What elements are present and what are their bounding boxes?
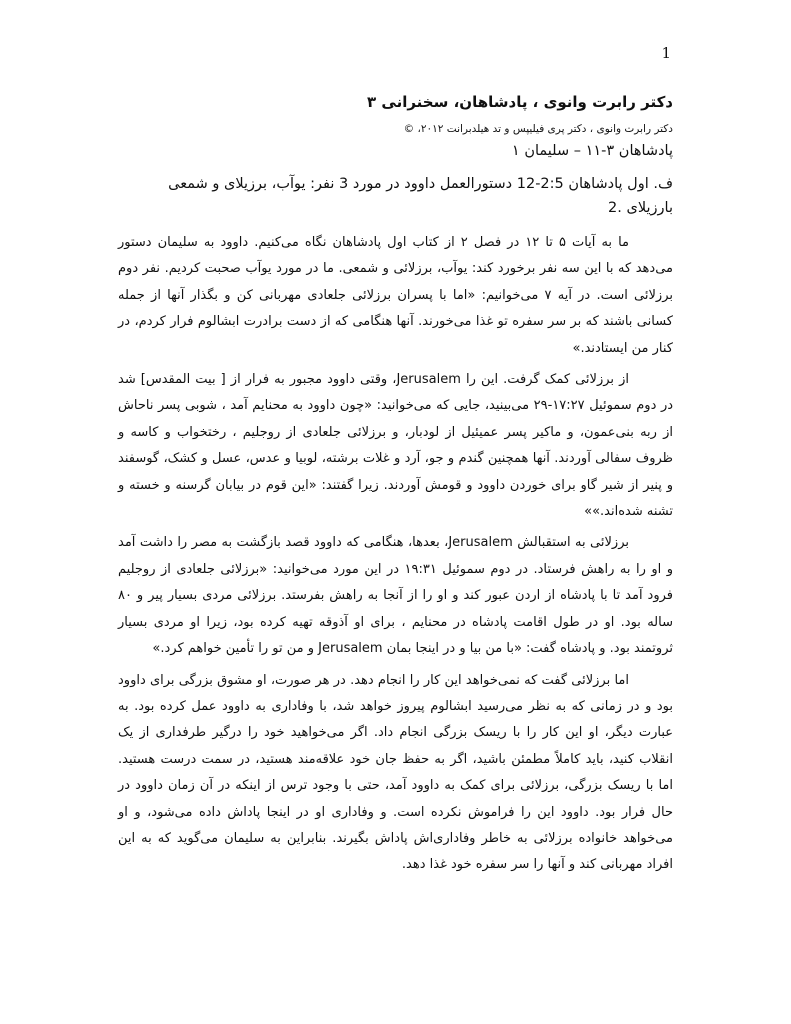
copyright-line: دکتر رابرت وانوی ، دکتر پری فیلیپس و تد هیلدبرانت ۲۰۱۲، © <box>403 123 673 135</box>
paragraph-4: اما برزلائی گفت که نمی‌خواهد این کار را انجام دهد. در هر صورت، او مشوق بزرگی برای داوود بود و در زمانی که به نظر می‌رسید ابشالوم پیروز خواهد شد، با وفاداری به داوود عمل کرده بود. به عبارت دیگر، او این کار را با ریسک بزرگی انجام داد. اگر می‌خواهید خود را درگیر طرفداری از یک انقلاب کنید، باید کاملاً مطمئن باشید، اگر به حفظ جان خود علاقه‌مند هستید، در سمت درست هستید. اما با ریسک بزرگی، برزلائی برای کمک به داوود آمد، حتی با وجود ترس از اینکه در آن زمان داوود در حال فرار بود. داوود این را فراموش نکرده است. و وفاداری او در اینجا پاداش داده می‌شود، و او می‌خواهد خانواده برزلائی به خاطر وفاداری‌اش پاداش بگیرند. بنابراین به سلیمان می‌گوید که به این افراد مهربانی کند و آنها را سر سفره خود غذا دهد. <box>118 672 673 873</box>
paragraph-2: از برزلائی کمک گرفت. این را Jerusalem، وقتی داوود مجبور به فرار از [ بیت المقدس] شد در دوم سموئیل ۱۷:۲۷-۲۹ می‌بینید، جایی که می‌خوانید: «چون داوود به محنایم آمد ، شوبی پسر ناحاش از ربه بنی‌عمون، و ماکیر پسر عمیئیل از لودبار، و برزلائی جلعادی از روجلیم ، رختخواب و کاسه و ظروف سفالی آوردند. آنها همچنین گندم و جو، آرد و غلات برشته، لوبیا و عدس، عسل و کشک، گوسفند و پنیر از شیر گاو برای خوردن داوود و قومش آوردند. زیرا گفتند: «این قوم در بیابان گرسنه و خسته و تشنه شده‌اند.»» <box>118 372 674 520</box>
document-title: دکتر رابرت وانوی ، پادشاهان، سخنرانی ۳ <box>367 93 673 111</box>
paragraph-1: ما به آیات ۵ تا ۱۲ در فصل ۲ از کتاب اول پادشاهان نگاه می‌کنیم. داوود به سلیمان دستور می‌دهد که با این سه نفر برخورد کند: یوآب، برزلائی و شمعی. ما در مورد یوآب صحبت کردیم. نفر دوم برزلائی است. در آیه ۷ می‌خوانیم: «اما با پسران برزلائی جلعادی مهربانی کن و بگذار آنها از جمله کسانی باشند که بر سر سفره تو غذا می‌خورند. آنها هنگامی که از دست برادرت ابشالوم فرار کردم، در کنار من ایستادند.» <box>118 235 673 356</box>
page-number: 1 <box>661 44 671 62</box>
paragraph-3: برزلائی به استقبالش Jerusalem، بعدها، هنگامی که داوود قصد بازگشت به مصر را داشت آمد و او را به راهش فرستاد. در دوم سموئیل ۱۹:۳۱ در این مورد می‌خوانید: «برزلائی جلعادی از روجلیم فرود آمد تا با پادشاه از اردن عبور کند و او را از آنجا به راهش بفرستد. برزلائی مردی بسیار پیر و ۸۰ ساله بود. او در طول اقامت پادشاه در محنایم ، برای او آذوقه تهیه کرده بود، زیرا او مردی بسیار ثروتمند بود. و پادشاه گفت: «با من بیا و در اینجا بمان Jerusalem و من تو را تأمین خواهم کرد.» <box>118 535 673 657</box>
section-heading: ف. اول پادشاهان 2:5-12 دستورالعمل داوود در مورد 3 نفر: یوآب، برزیلای و شمعی بارزیلای .2 <box>168 176 673 216</box>
document-body <box>118 92 673 884</box>
lecture-subtitle: پادشاهان ۳-۱۱ – سلیمان ۱ <box>511 143 673 159</box>
